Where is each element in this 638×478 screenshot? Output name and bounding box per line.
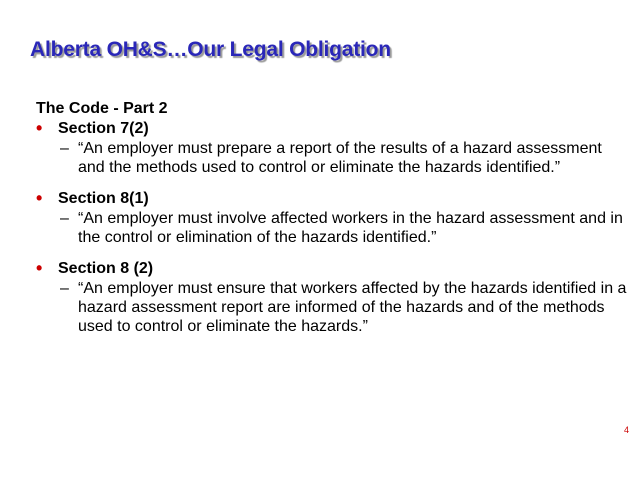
- quote-row: [60, 279, 632, 336]
- slide-title: Alberta OH&S…Our Legal Obligation: [30, 38, 391, 61]
- section-heading: Section 8(1): [58, 190, 149, 207]
- subheading: The Code - Part 2: [36, 100, 168, 117]
- bullet-icon: •: [36, 188, 43, 208]
- section-7-2: [36, 119, 632, 177]
- section-quote: “An employer must involve affected workers in the hazard assessment and in the control or elimination of the hazards identified.”: [78, 210, 623, 246]
- section-heading-row: [36, 259, 632, 278]
- section-quote: “An employer must prepare a report of the results of a hazard assessment and the methods used to control or eliminate the hazards identified.”: [78, 140, 602, 176]
- section-heading-row: [36, 189, 632, 208]
- quote-row: [60, 139, 632, 177]
- quote-row: [60, 209, 632, 247]
- dash-icon: –: [60, 280, 69, 297]
- section-heading-row: [36, 119, 632, 138]
- section-8-1: [36, 189, 632, 247]
- bullet-icon: •: [36, 258, 43, 278]
- section-quote: “An employer must ensure that workers affected by the hazards identified in a hazard assessment report are informed of the hazards and of the methods used to control or eliminate the hazards.”: [78, 280, 627, 335]
- section-8-2: [36, 259, 632, 336]
- section-heading: Section 8 (2): [58, 260, 154, 277]
- dash-icon: –: [60, 210, 69, 227]
- bullet-icon: •: [36, 118, 43, 138]
- dash-icon: –: [60, 140, 69, 157]
- page-number: 4: [623, 425, 629, 435]
- section-heading: Section 7(2): [58, 120, 149, 137]
- slide-content: [36, 99, 632, 336]
